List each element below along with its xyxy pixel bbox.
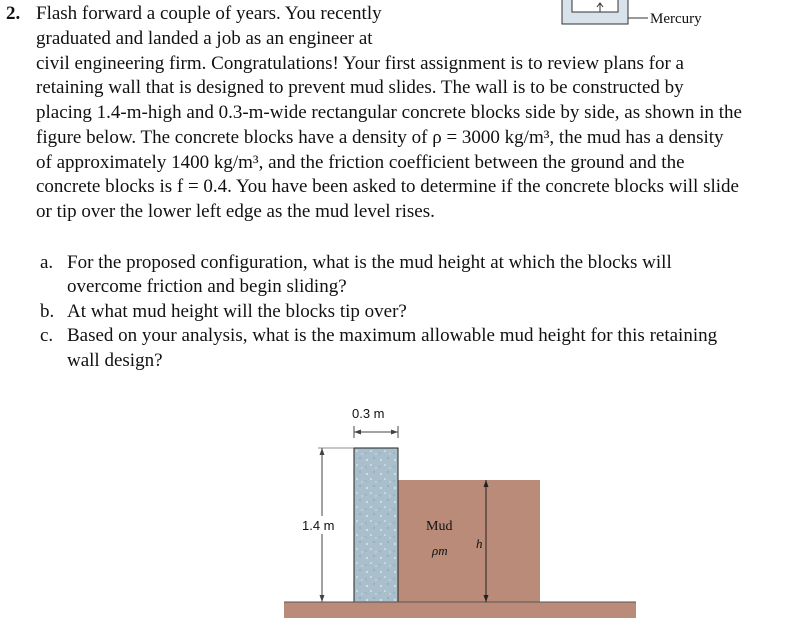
manometer-inner [572,0,618,12]
part-c-label: c. [40,325,54,346]
part-b-label: b. [40,301,55,322]
concrete-block [354,448,398,602]
problem-line: civil engineering firm. Congratulations! Your first assignment is to review plans for a [36,53,684,74]
mud-height-label: h [476,536,483,551]
part-a-label: a. [40,252,54,273]
retaining-wall-figure [280,400,640,630]
block-width-label: 0.3 m [352,406,385,421]
mercury-figure [560,0,740,34]
mud-density-label: ρm [432,543,448,558]
problem-line: figure below. The concrete blocks have a density of ρ = 3000 kg/m³, the mud has a density [36,127,724,148]
part-a-text: overcome friction and begin sliding? [67,276,347,297]
problem-line: concrete blocks is f = 0.4. You have been asked to determine if the concrete blocks will slide [36,176,739,197]
mud-label: Mud [426,519,453,534]
mud-region [398,480,540,602]
problem-line: of approximately 1400 kg/m³, and the friction coefficient between the ground and the [36,152,685,173]
problem-line: placing 1.4-m-high and 0.3-m-wide rectangular concrete blocks side by side, as shown in the [36,102,742,123]
ground [284,602,636,618]
width-arrow-right [391,430,398,435]
width-arrow-left [354,430,361,435]
part-c-text: Based on your analysis, what is the maximum allowable mud height for this retaining [67,325,718,346]
part-b-text: At what mud height will the blocks tip over? [67,301,407,322]
part-a-text: For the proposed configuration, what is the mud height at which the blocks will [67,252,672,273]
part-c-text: wall design? [67,350,163,371]
problem-line: or tip over the lower left edge as the mud level rises. [36,201,435,222]
problem-line: Flash forward a couple of years. You recently [36,3,382,24]
mercury-label: Mercury [650,11,702,27]
problem-line: graduated and landed a job as an engineer at [36,28,373,49]
problem-number: 2. [6,3,21,24]
height-arrow-top [320,448,325,455]
height-arrow-bottom [320,595,325,602]
block-height-label: 1.4 m [302,518,335,533]
problem-line: retaining wall that is designed to prevent mud slides. The wall is to be constructed by [36,77,684,98]
